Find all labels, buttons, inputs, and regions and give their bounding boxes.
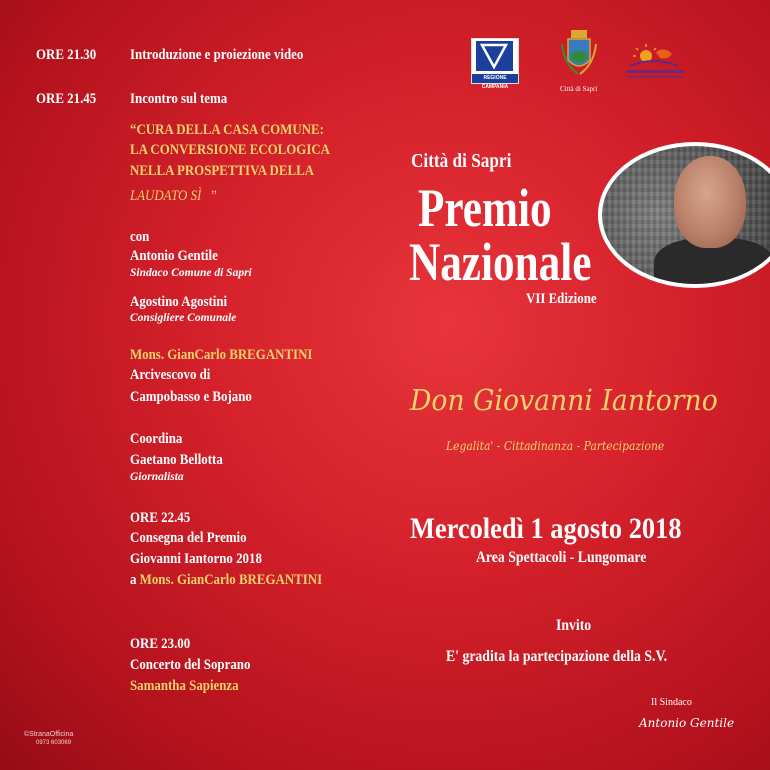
credits-studio: ©StranaOfficina (24, 731, 74, 738)
city-header: Città di Sapri (411, 150, 512, 172)
speaker-3-title: Arcivescovo di (130, 367, 211, 383)
time-2145: ORE 21.45 (36, 91, 97, 107)
event-place: Area Spettacoli - Lungomare (476, 549, 647, 566)
honoree-face (674, 156, 746, 248)
theme-line-1: “CURA DELLA CASA COMUNE: (130, 122, 324, 138)
regione-label: REGIONE CAMPANIA (472, 74, 518, 83)
time-2300: ORE 23.00 (130, 636, 191, 652)
consegna-line-1: Consegna del Premio (130, 530, 247, 546)
time-2245: ORE 22.45 (130, 510, 191, 526)
concerto-line: Concerto del Soprano (130, 657, 251, 673)
citta-sapri-label: Città di Sapri (560, 85, 598, 93)
signature-role: Il Sindaco (651, 697, 692, 708)
coord-label: Coordina (130, 431, 183, 447)
credits-phone: 0973 603069 (36, 740, 72, 746)
signature-name: Antonio Gentile (639, 716, 735, 730)
soprano-name: Samantha Sapienza (130, 678, 239, 694)
copyright-icon: © (24, 731, 30, 738)
theme-close-quote: ” (211, 188, 217, 204)
title-premio: Premio (418, 178, 552, 238)
regione-shield-icon (476, 41, 513, 71)
honoree-photo (598, 142, 770, 288)
honoree-motto: Legalita' - Cittadinanza - Partecipazione (446, 438, 665, 453)
citta-sapri-crest (558, 30, 600, 87)
speaker-3-diocese: Campobasso e Bojano (130, 389, 252, 405)
gradita-text: E' gradita la partecipazione della S.V. (446, 648, 668, 665)
event-date: Mercoledì 1 agosto 2018 (410, 512, 682, 545)
edition-label: VII Edizione (526, 291, 597, 307)
speaker-3-name: Mons. GianCarlo BREGANTINI (130, 347, 313, 363)
association-logo (624, 42, 686, 95)
regione-campania-logo (471, 38, 519, 90)
coord-name: Gaetano Bellotta (130, 452, 223, 468)
consegna-line-3: a Mons. GianCarlo BREGANTINI (130, 572, 323, 588)
invito-label: Invito (556, 617, 592, 634)
speaker-2-name: Agostino Agostini (130, 294, 228, 310)
consegna-line-2: Giovanni Iantorno 2018 (130, 551, 262, 567)
time-2130: ORE 21.30 (36, 47, 97, 63)
coord-role: Giornalista (130, 471, 184, 483)
incontro-text: Incontro sul tema (130, 91, 228, 107)
theme-line-4: LAUDATO SÌ ” (130, 188, 217, 204)
intro-text: Introduzione e proiezione video (130, 47, 304, 63)
speaker-1-name: Antonio Gentile (130, 248, 218, 264)
theme-line-2: LA CONVERSIONE ECOLOGICA (130, 142, 330, 158)
consegna-recipient: Mons. GianCarlo BREGANTINI (139, 572, 323, 588)
honoree-name: Don Giovanni Iantorno (410, 383, 718, 417)
con-label: con (130, 229, 150, 245)
speaker-2-role: Consigliere Comunale (130, 312, 237, 324)
speaker-1-role: Sindaco Comune di Sapri (130, 267, 252, 279)
theme-line-3: NELLA PROSPETTIVA DELLA (130, 163, 315, 179)
title-nazionale: Nazionale (409, 232, 592, 292)
